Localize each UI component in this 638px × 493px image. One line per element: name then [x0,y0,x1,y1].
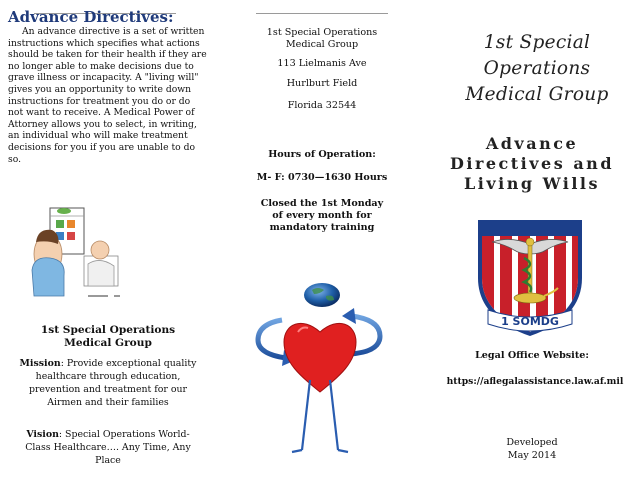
cover-org-line1: 1st Special Operations [483,32,591,79]
legal-website-label: Legal Office Website: [475,350,589,361]
org-name-left-line2: Medical Group [64,337,152,349]
title-line1: Advance [485,134,579,153]
closure-line3: mandatory training [269,222,375,233]
cover-org-name [437,30,637,108]
vision-text: : Special Operations World-Class Healthcare…. Any Time, Any Place [25,429,191,466]
closure-line1: Closed the 1st Monday [260,198,384,209]
address-street: 113 Lielmanis Ave [277,58,367,69]
somdg-emblem [474,218,586,336]
vision-statement [18,428,198,467]
hours-heading: Hours of Operation: [268,149,376,160]
address-org-line2: Medical Group [285,39,359,50]
developed-date: May 2014 [507,450,557,461]
title-line3: Living Wills [463,174,601,193]
advance-directives-heading: Advance Directives: [8,8,174,26]
address-state-zip: Florida 32544 [287,100,357,111]
org-name-left-line1: 1st Special Operations [40,324,176,336]
cover-org-line2: Medical Group [465,84,609,105]
developed-label: Developed [506,437,558,448]
closure-line2: of every month for [272,210,372,221]
top-divider-middle [256,13,388,14]
mission-label: Mission [19,358,61,369]
address-org-line1: 1st Special Operations [266,27,378,38]
advance-directives-text: An advance directive is a set of written instructions which specifies what actions should be taken for their health if they are no longer able to make decisions due to grave illness or incapacity. A "living will" gives you an opportunity to write down instructions for treatment you do or do not want to receive. A Medical Power of Attorney allows you to select, in writing, an individual who will make treatment decisions for you if you are unable to do so. [8,26,207,165]
advance-directives-description [8,26,208,165]
vision-label: Vision [26,429,59,440]
developed-date-block [437,436,627,462]
brochure-title [437,134,627,194]
emblem-banner-text: 1 SOMDG [501,315,559,328]
hours-of-operation: M- F: 0730—1630 Hours [256,172,388,183]
org-name-left [18,324,198,350]
title-line2: Directives and [449,154,614,173]
legal-website-url[interactable]: https://aflegalassistance.law.af.mil [446,376,624,387]
heart-icon [284,323,356,392]
heart-globe-illustration [250,280,390,480]
circular-arrow-left [258,320,286,358]
address-city: Hurlburt Field [286,78,358,89]
address-org [240,27,404,51]
mission-statement [18,357,198,409]
closure-notice [240,198,404,234]
mission-text: : Provide exceptional quality healthcare through education, prevention and treatment for our Airmen and their families [28,358,197,408]
doctor-patient-illustration [28,200,128,302]
globe-icon [304,283,340,307]
